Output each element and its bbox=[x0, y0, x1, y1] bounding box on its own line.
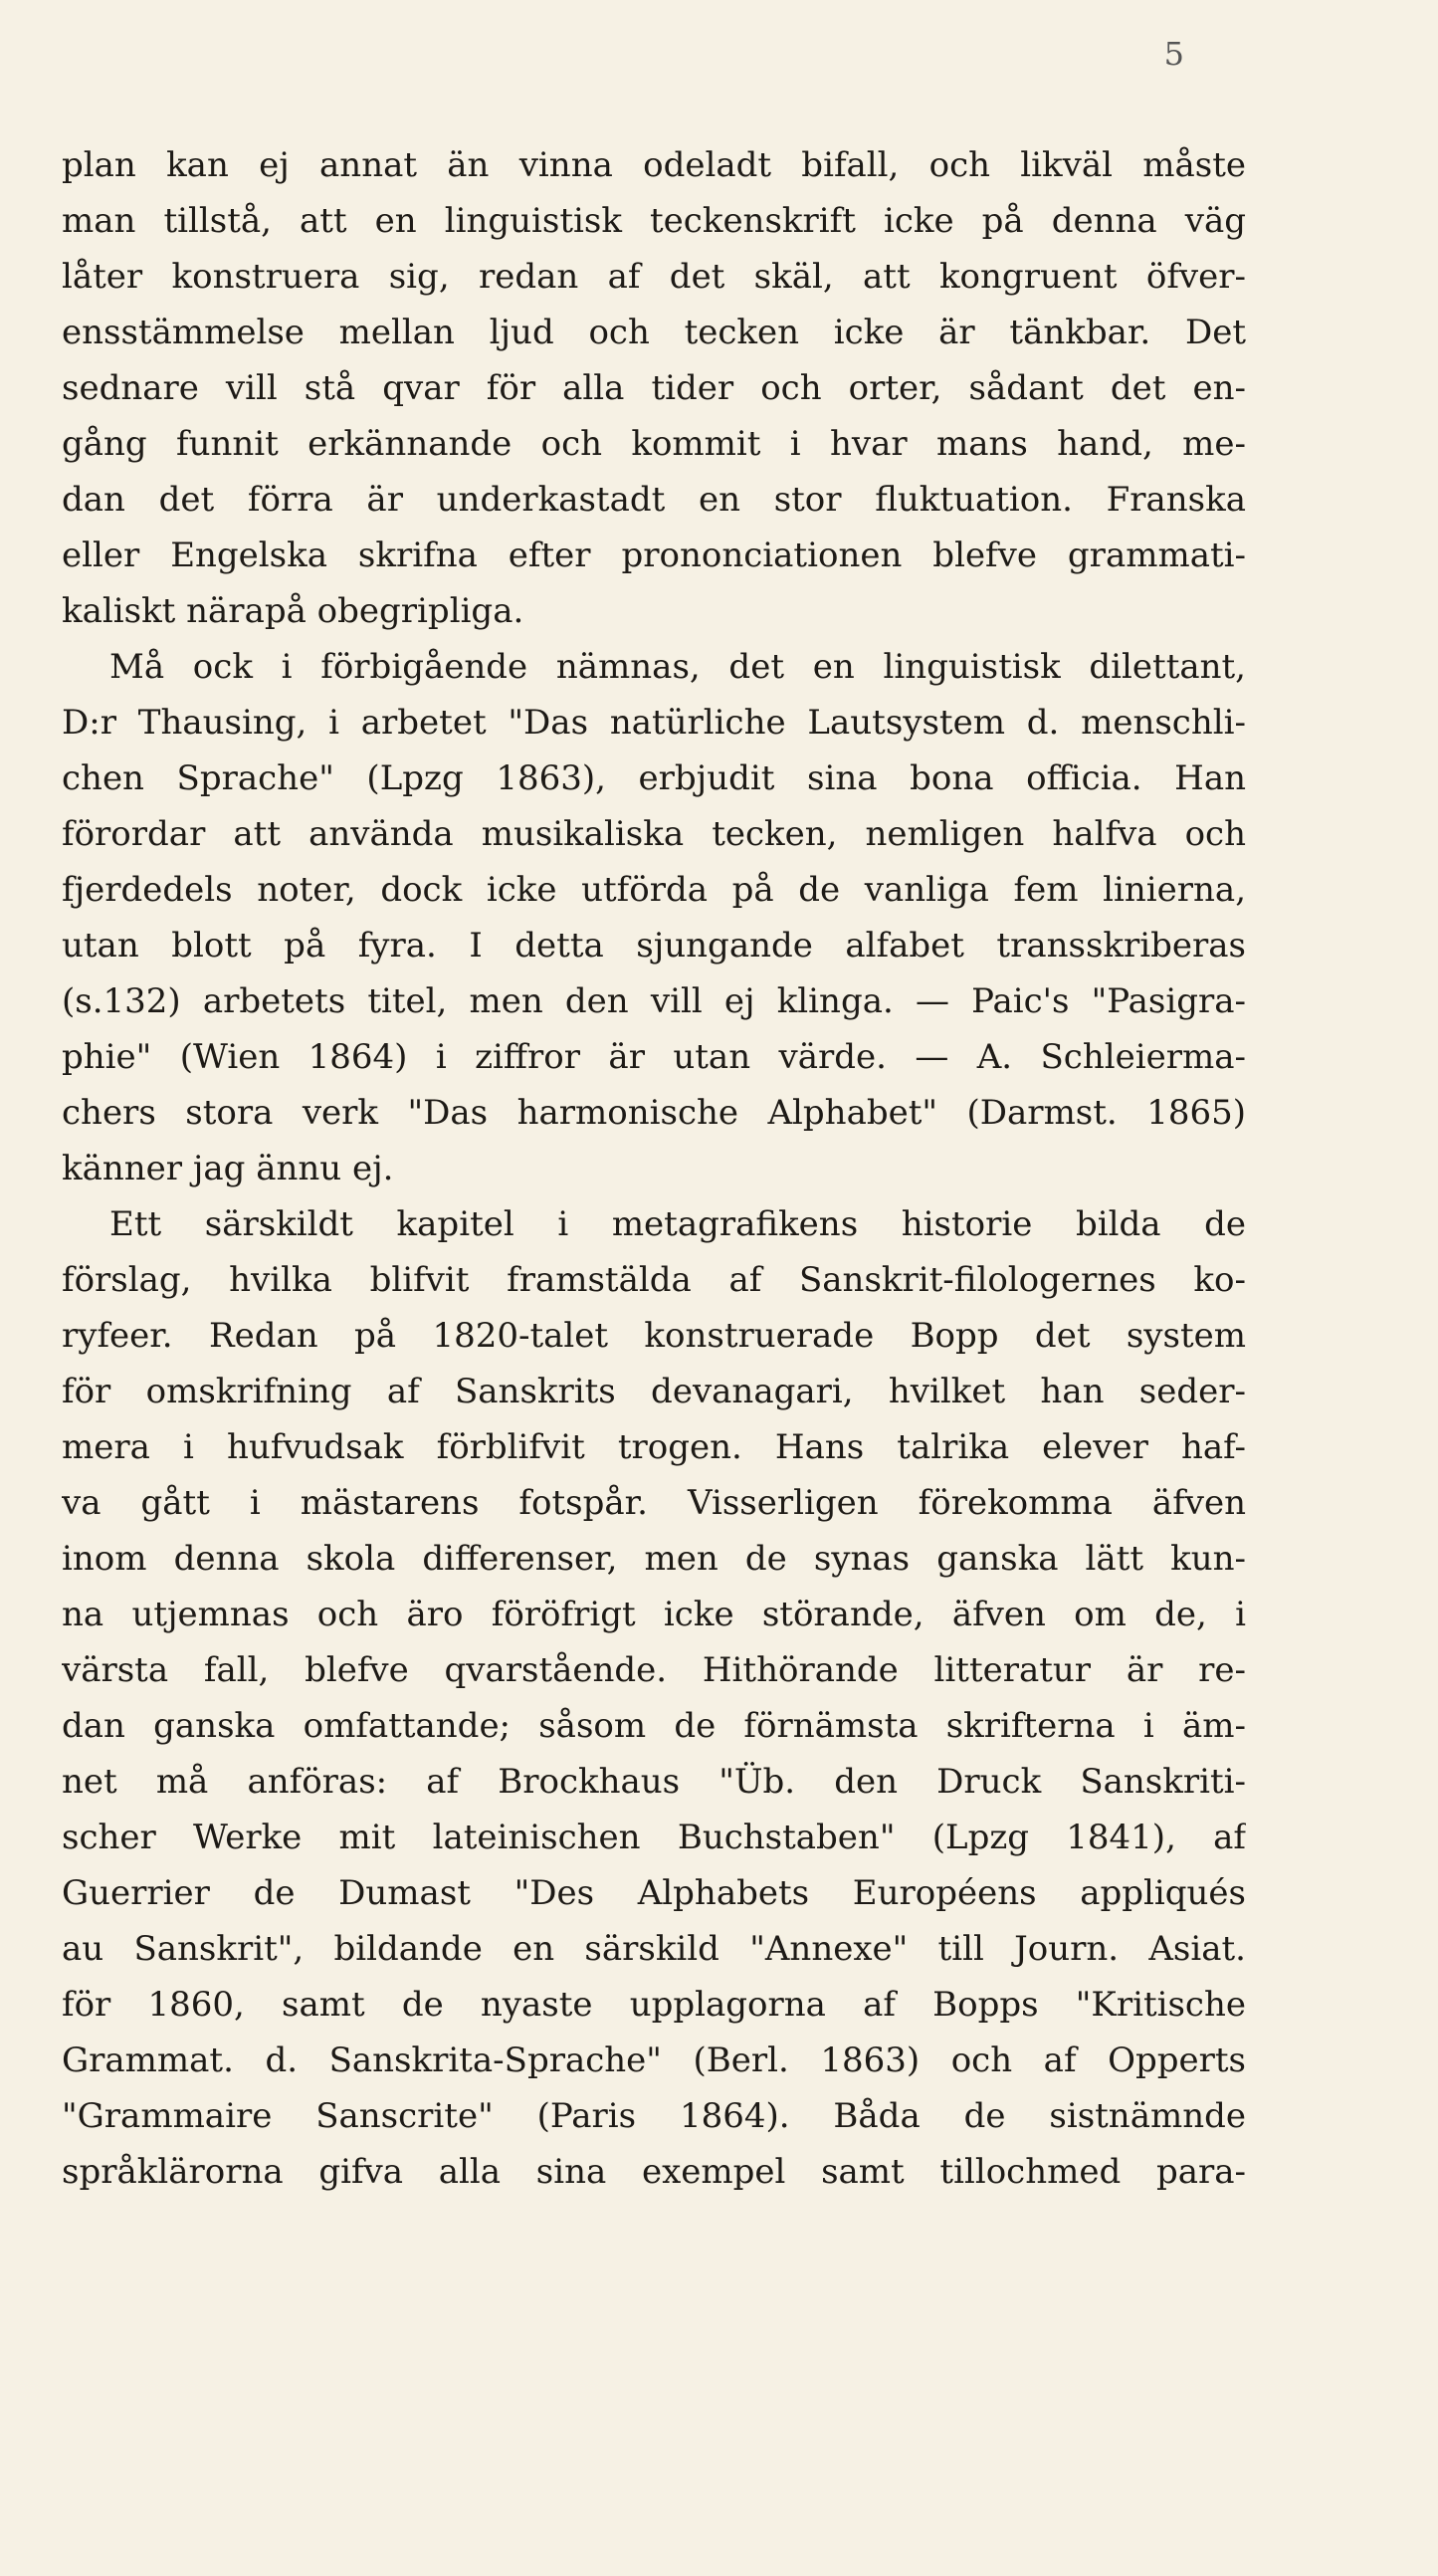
text-line: kaliskt närapå obegripliga. bbox=[62, 591, 524, 631]
text-line: phie" (Wien 1864) i ziffror är utan värde. — A. Schleierma- bbox=[62, 1037, 1246, 1077]
text-line: Må ock i förbigående nämnas, det en linguistisk dilettant, bbox=[109, 647, 1246, 687]
text-line: man tillstå, att en linguistisk teckenskrift icke på denna väg bbox=[62, 201, 1246, 241]
text-line: Ett särskildt kapitel i metagrafikens historie bilda de bbox=[109, 1204, 1246, 1244]
text-line: "Grammaire Sanscrite" (Paris 1864). Båda de sistnämnde bbox=[62, 2096, 1246, 2136]
text-line: inom denna skola differenser, men de synas ganska lätt kun- bbox=[62, 1539, 1246, 1579]
text-line: sednare vill stå qvar för alla tider och orter, sådant det en- bbox=[62, 368, 1246, 408]
text-line: ryfeer. Redan på 1820-talet konstruerade Bopp det system bbox=[62, 1316, 1246, 1356]
text-line: fjerdedels noter, dock icke utförda på de vanliga fem linierna, bbox=[62, 870, 1246, 910]
text-line: värsta fall, blefve qvarstående. Hithörande litteratur är re- bbox=[62, 1650, 1246, 1690]
body-text bbox=[62, 137, 1246, 2200]
text-line: känner jag ännu ej. bbox=[62, 1149, 394, 1188]
text-line: för omskrifning af Sanskrits devanagari, hvilket han seder- bbox=[62, 1372, 1246, 1411]
text-line: D:r Thausing, i arbetet "Das natürliche Lautsystem d. menschli- bbox=[62, 703, 1246, 743]
text-line: förslag, hvilka blifvit framstälda af Sanskrit-filologernes ko- bbox=[62, 1260, 1246, 1300]
text-line: chen Sprache" (Lpzg 1863), erbjudit sina bona officia. Han bbox=[62, 758, 1246, 798]
text-line: eller Engelska skrifna efter prononciationen blefve grammati- bbox=[62, 536, 1246, 575]
text-line: ensstämmelse mellan ljud och tecken icke är tänkbar. Det bbox=[62, 313, 1246, 352]
text-line: va gått i mästarens fotspår. Visserligen förekomma äfven bbox=[62, 1483, 1246, 1523]
text-line: språklärorna gifva alla sina exempel samt tillochmed para- bbox=[62, 2152, 1246, 2192]
text-line: utan blott på fyra. I detta sjungande alfabet transskriberas bbox=[62, 926, 1246, 966]
text-line: Grammat. d. Sanskrita-Sprache" (Berl. 1863) och af Opperts bbox=[62, 2040, 1246, 2080]
page-number: 5 bbox=[1163, 35, 1184, 73]
text-line: förordar att använda musikaliska tecken, nemligen halfva och bbox=[62, 814, 1246, 854]
text-line: dan ganska omfattande; såsom de förnämsta skrifterna i äm- bbox=[62, 1706, 1246, 1746]
text-line: gång funnit erkännande och kommit i hvar mans hand, me- bbox=[62, 424, 1246, 464]
text-line: mera i hufvudsak förblifvit trogen. Hans talrika elever haf- bbox=[62, 1427, 1246, 1467]
text-line: au Sanskrit", bildande en särskild "Annexe" till Journ. Asiat. bbox=[62, 1929, 1246, 1969]
text-line: för 1860, samt de nyaste upplagorna af Bopps "Kritische bbox=[62, 1985, 1246, 2025]
text-line: net må anföras: af Brockhaus "Üb. den Druck Sanskriti- bbox=[62, 1762, 1246, 1802]
text-line: chers stora verk "Das harmonische Alphabet" (Darmst. 1865) bbox=[62, 1093, 1246, 1133]
text-line: Guerrier de Dumast "Des Alphabets Européens appliqués bbox=[62, 1873, 1246, 1913]
text-line: (s.132) arbetets titel, men den vill ej klinga. — Paic's "Pasigra- bbox=[62, 981, 1246, 1021]
text-line: låter konstruera sig, redan af det skäl, att kongruent öfver- bbox=[62, 257, 1246, 297]
text-line: dan det förra är underkastadt en stor fluktuation. Franska bbox=[62, 480, 1246, 520]
text-line: plan kan ej annat än vinna odeladt bifall, och likväl måste bbox=[62, 145, 1246, 185]
text-line: na utjemnas och äro föröfrigt icke störande, äfven om de, i bbox=[62, 1595, 1246, 1634]
text-line: scher Werke mit lateinischen Buchstaben" (Lpzg 1841), af bbox=[62, 1818, 1246, 1857]
